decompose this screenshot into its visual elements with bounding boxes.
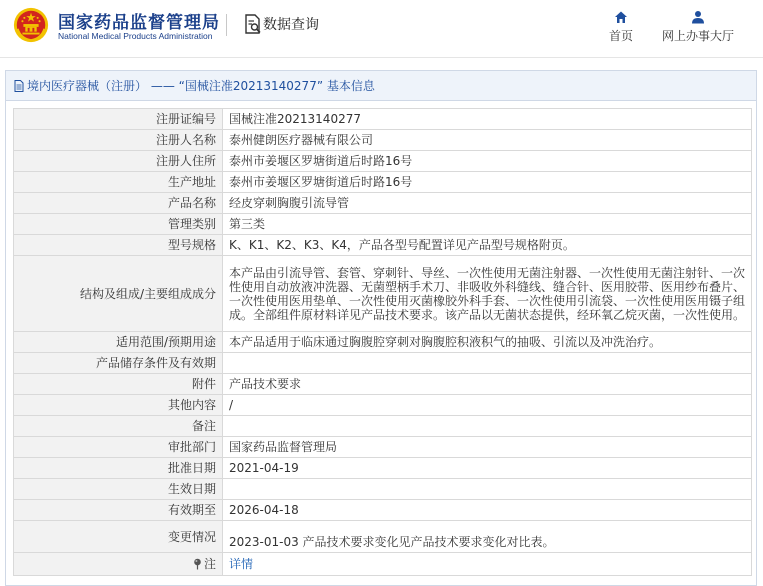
row-value: 泰州市姜堰区罗塘街道后时路16号 — [223, 151, 752, 172]
row-label: 管理类别 — [14, 214, 223, 235]
row-value — [223, 353, 752, 374]
note-label: 注 — [203, 557, 216, 571]
row-label: 注册人名称 — [14, 130, 223, 151]
row-value: 本产品由引流导管、套管、穿刺针、导丝、一次性使用无菌注射器、一次性使用无菌注射针、一次性使用自动放液冲洗器、无菌塑柄手术刀、非吸收外科缝线、缝合针、医用胶带、医用纱布叠片、一次性使用医用垫单、一次性使用灭菌橡胶外科手套、一次性使用引流袋、一次性使用医用镊子组成。全部组件原材料详见产品技术要求。该产品以无菌状态提供，经环氧乙烷灭菌，一次性使用。 — [223, 256, 752, 332]
info-panel — [5, 70, 757, 586]
table-row — [14, 458, 752, 479]
table-row — [14, 193, 752, 214]
row-label: 附件 — [14, 374, 223, 395]
home-icon — [614, 10, 628, 24]
row-label: 审批部门 — [14, 437, 223, 458]
row-label: 变更情况 — [14, 521, 223, 553]
nav-online-hall[interactable] — [656, 8, 740, 44]
pin-icon — [193, 558, 202, 570]
query-title: 数据查询 — [263, 17, 319, 33]
row-value: 产品技术要求 — [223, 374, 752, 395]
header-border — [0, 57, 763, 58]
row-value: 泰州健朗医疗器械有限公司 — [223, 130, 752, 151]
table-row — [14, 130, 752, 151]
table-row — [14, 353, 752, 374]
table-row — [14, 479, 752, 500]
document-icon — [14, 80, 24, 92]
details-link[interactable]: 详情 — [229, 557, 254, 571]
row-label: 结构及组成/主要组成成分 — [14, 256, 223, 332]
row-label: 注册人住所 — [14, 151, 223, 172]
row-label: 生产地址 — [14, 172, 223, 193]
table-row — [14, 374, 752, 395]
table-row — [14, 416, 752, 437]
table-row — [14, 109, 752, 130]
row-label: 生效日期 — [14, 479, 223, 500]
row-label: 有效期至 — [14, 500, 223, 521]
row-label: 产品储存条件及有效期 — [14, 353, 223, 374]
site-header — [0, 0, 763, 58]
nav-hall-label: 网上办事大厅 — [661, 29, 734, 43]
row-value: / — [223, 395, 752, 416]
row-value: 第三类 — [223, 214, 752, 235]
row-value: 泰州市姜堰区罗塘街道后时路16号 — [223, 172, 752, 193]
row-label: 备注 — [14, 416, 223, 437]
row-value: 经皮穿刺胸腹引流导管 — [223, 193, 752, 214]
table-row — [14, 151, 752, 172]
panel-header — [6, 71, 756, 101]
row-label: 其他内容 — [14, 395, 223, 416]
panel-title: 境内医疗器械（注册） —— “国械注准20213140277” 基本信息 — [27, 79, 375, 93]
table-row — [14, 395, 752, 416]
row-value: 2023-01-03 产品技术要求变化见产品技术要求变化对比表。 — [223, 521, 752, 553]
row-value — [223, 479, 752, 500]
nav-home-label: 首页 — [608, 29, 633, 43]
site-name: 国家药品监督管理局 — [58, 13, 220, 33]
row-label: 型号规格 — [14, 235, 223, 256]
info-table — [13, 108, 752, 576]
row-value: 2026-04-18 — [223, 500, 752, 521]
table-row — [14, 332, 752, 353]
table-row — [14, 521, 752, 553]
person-icon — [691, 10, 705, 24]
row-value: 国械注准20213140277 — [223, 109, 752, 130]
row-label: 注册证编号 — [14, 109, 223, 130]
search-document-icon — [244, 14, 262, 34]
table-row — [14, 256, 752, 332]
table-row — [14, 500, 752, 521]
table-row — [14, 214, 752, 235]
row-label: 批准日期 — [14, 458, 223, 479]
header-divider — [226, 14, 227, 36]
row-label: 产品名称 — [14, 193, 223, 214]
row-value — [223, 416, 752, 437]
row-value: 本产品适用于临床通过胸腹腔穿刺对胸腹腔积液积气的抽吸、引流以及冲洗治疗。 — [223, 332, 752, 353]
row-value: K、K1、K2、K3、K4，产品各型号配置详见产品型号规格附页。 — [223, 235, 752, 256]
national-emblem-icon — [12, 6, 50, 44]
table-row — [14, 235, 752, 256]
row-label: 适用范围/预期用途 — [14, 332, 223, 353]
nav-home[interactable] — [604, 8, 638, 44]
row-label — [14, 553, 223, 576]
row-value: 2021-04-19 — [223, 458, 752, 479]
row-value — [223, 553, 752, 576]
table-row — [14, 437, 752, 458]
table-row — [14, 172, 752, 193]
row-value: 国家药品监督管理局 — [223, 437, 752, 458]
site-name-en: National Medical Products Administration — [58, 31, 213, 41]
table-row — [14, 553, 752, 576]
